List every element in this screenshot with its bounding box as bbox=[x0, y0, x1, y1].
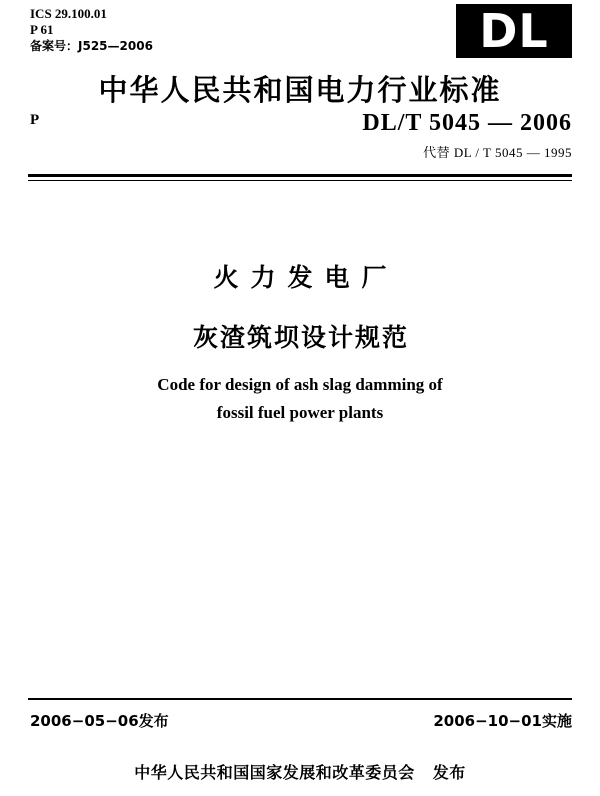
divider-bottom bbox=[28, 698, 572, 700]
effective-date: 2006−10−01实施 bbox=[433, 712, 572, 730]
svg-text:DL: DL bbox=[479, 4, 549, 58]
class-code: P 61 bbox=[30, 22, 54, 37]
identifier-block bbox=[30, 6, 153, 54]
classification-letter: P bbox=[30, 112, 40, 128]
document-title-en-line1: Code for design of ash slag damming of bbox=[157, 375, 443, 394]
publisher-name: 中华人民共和国国家发展和改革委员会 bbox=[134, 763, 415, 782]
publisher-verb: 发布 bbox=[432, 763, 466, 782]
page-title: 中华人民共和国电力行业标准 bbox=[98, 73, 502, 107]
standard-number: DL/T 5045 — 2006 bbox=[362, 110, 572, 136]
dl-logo bbox=[456, 4, 572, 58]
divider-thick-top bbox=[28, 174, 572, 177]
document-title-cn-line2: 灰渣筑坝设计规范 bbox=[192, 323, 409, 352]
standard-replaces: 代替 DL / T 5045 — 1995 bbox=[423, 145, 572, 160]
divider-thin-top bbox=[28, 180, 572, 181]
publisher-line bbox=[0, 760, 600, 783]
document-title-cn-line1: 火力发电厂 bbox=[213, 263, 399, 292]
ics-code: ICS 29.100.01 bbox=[30, 6, 107, 21]
issue-date: 2006−05−06发布 bbox=[30, 712, 169, 730]
filing-number: 备案号：J525—2006 bbox=[30, 39, 153, 53]
document-title-en-line2: fossil fuel power plants bbox=[216, 403, 384, 422]
